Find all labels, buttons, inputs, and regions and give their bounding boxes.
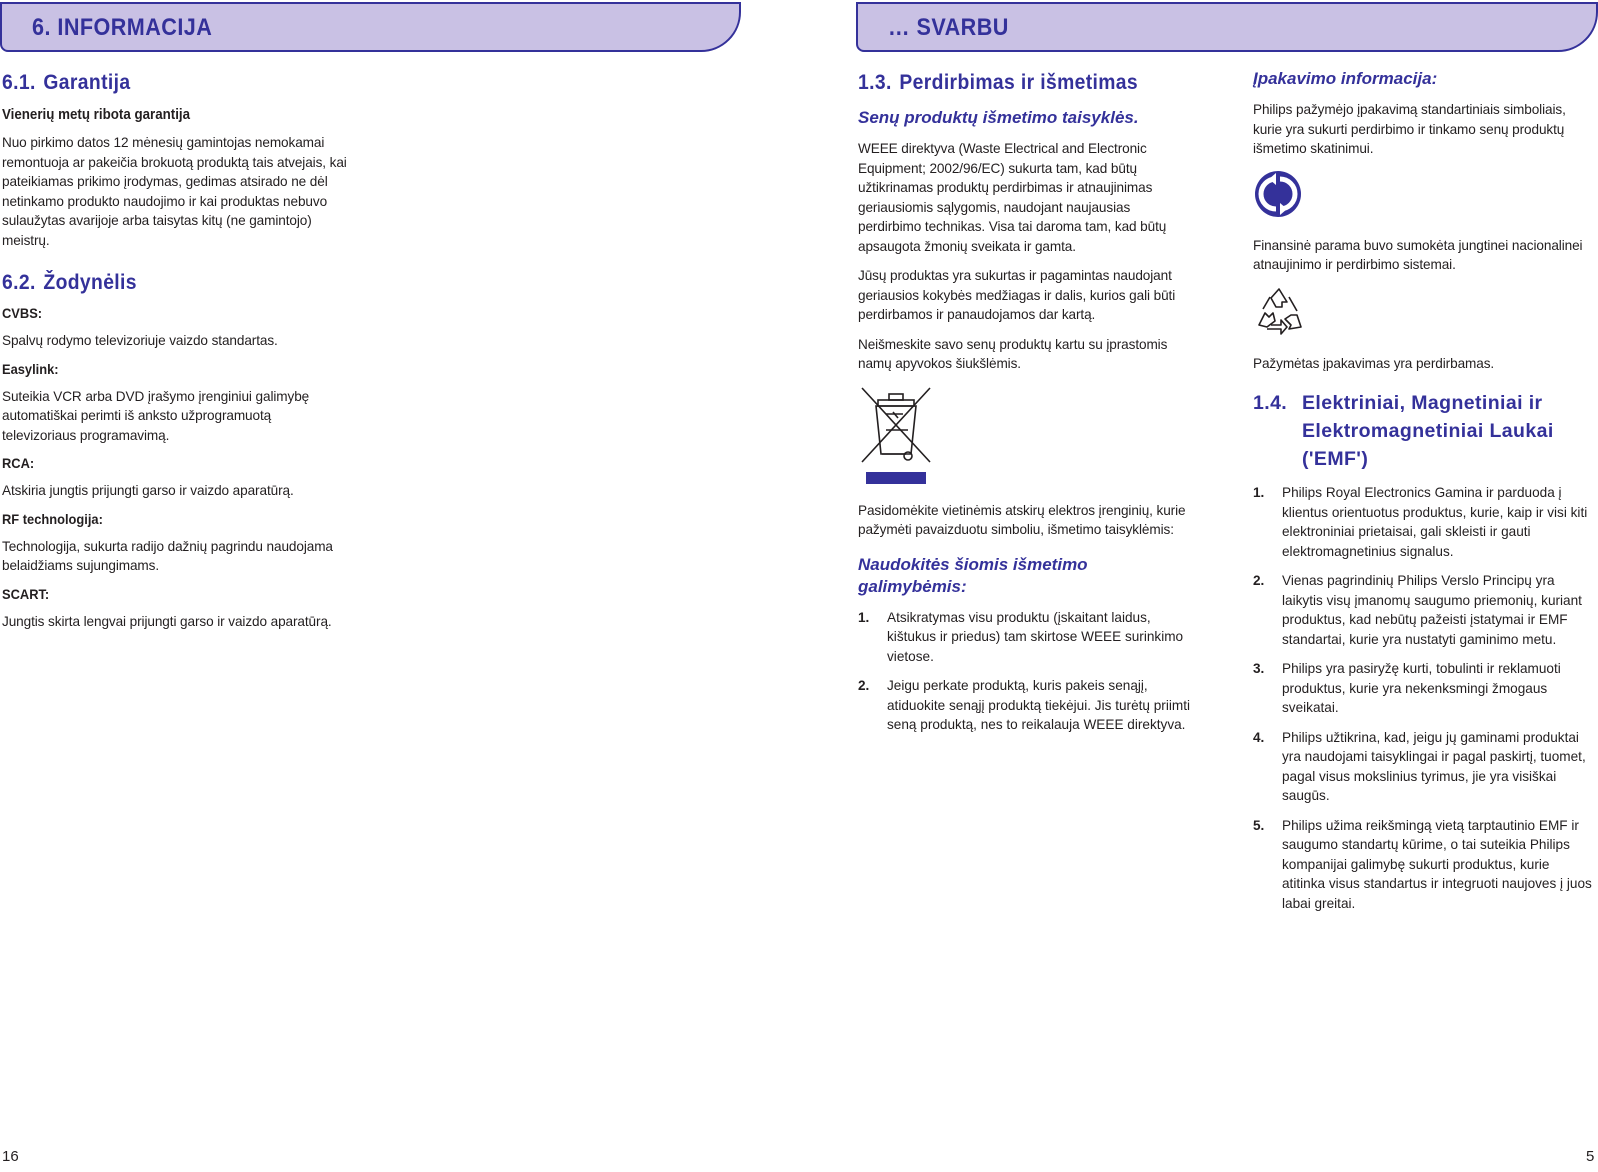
recyclable-text: Pažymėtas įpakavimas yra perdirbamas. [1253, 355, 1495, 371]
section-banner-svarbu [856, 2, 1598, 52]
item-number: 2. [1253, 573, 1265, 588]
warranty-subtitle: Vienerių metų ribota garantija [2, 107, 191, 123]
item-text: Vienas pagrindinių Philips Verslo Principų yra laikytis visų įmanomų saugumo priemonių, kuriant produktus, kad nebūtų pažeisti įstatymai ir EMF standartai, kurie yra nustatyti gaminimo metu. [1282, 573, 1582, 647]
glossary-item [2, 586, 347, 632]
glossary-definition: Atskiria jungtis prijungti garso ir vaizdo aparatūrą. [2, 483, 294, 498]
list-item [1253, 483, 1595, 561]
section-number: 1.4. [1253, 392, 1288, 414]
glossary-term: RCA: [2, 455, 35, 471]
glossary-definition: Suteikia VCR arba DVD įrašymo įrenginiui galimybę automatiškai perimti iš anksto užprogramuotą televizoriaus programavimą. [2, 388, 310, 443]
right-page-column-2 [1253, 62, 1595, 923]
item-number: 4. [1253, 729, 1265, 745]
glossary-definition: Technologija, sukurta radijo dažnių pagrindu naudojama belaidžiams sujungimams. [2, 538, 333, 573]
emf-list [1253, 483, 1595, 913]
options-title: Naudokitės šiomis išmetimo galimybėmis: [858, 554, 1088, 596]
local-rules-text: Pasidomėkite vietinėmis atskirų elektros įrenginių, kurie pažymėti pavaizduotu simboliu, išmetimo taisyklėmis: [858, 502, 1186, 537]
section-number: 1.3. [858, 71, 892, 94]
glossary-item [2, 361, 347, 446]
section-number: 6.2. [2, 271, 36, 294]
section-heading-6-2 [2, 268, 319, 297]
glossary-term: Easylink: [2, 360, 59, 377]
warranty-text: Nuo pirkimo datos 12 mėnesių gamintojas nemokamai remontuoja ar pakeičia brokuotą produktą tais atvejais, kai pateikiamas prikimo įrodymas, gedimas atsirado ne dėl netinkamo produkto naudojimo ir kai produktas nebuvo sulaužytas avarijoje arba taisytas kitų (ne gamintojo) meistrų. [2, 135, 347, 248]
section-title: Perdirbimas ir išmetimas [899, 71, 1139, 94]
banner-title: 6. INFORMACIJA [32, 14, 213, 41]
crossed-out-wheelie-bin-icon [858, 384, 1193, 489]
item-text: Philips yra pasiryžę kurti, tobulinti ir reklamuoti produktus, kurie yra nekenksmingi žmogaus sveikatai. [1282, 661, 1561, 715]
item-number: 1. [1253, 485, 1265, 500]
glossary-definition: Jungtis skirta lengvai prijungti garso ir vaizdo aparatūrą. [2, 613, 332, 629]
weee-text: WEEE direktyva (Waste Electrical and Electronic Equipment; 2002/96/EC) sukurta tam, kad būtų užtikrinamas produktų perdirbimas ir atnaujinimas geriausiomis sąlygomis, naudojant naujausias perdirbimo technikas. Visa tai daroma tam, kad būtų apsaugota žmonių sveikata ir gamta. [858, 141, 1167, 254]
glossary-item [2, 455, 347, 501]
banner-title: … SVARBU [888, 14, 1009, 41]
section-heading-1-4 [1253, 389, 1595, 473]
right-page-column-1 [858, 62, 1193, 745]
glossary-term: SCART: [2, 585, 50, 602]
section-banner-informacija [0, 2, 741, 52]
section-title: Žodynėlis [43, 271, 137, 294]
glossary-list [2, 305, 347, 631]
section-number: 6.1. [2, 71, 36, 94]
packaging-text: Philips pažymėjo įpakavimą standartiniais simboliais, kurie yra sukurti perdirbimo ir tinkamo senų produktų išmetimo skatinimui. [1253, 102, 1566, 156]
item-text: Philips užima reikšmingą vietą tarptautinio EMF ir saugumo standartų kūrime, o tai suteikia Philips kompanijai galimybę sukurti produktus, kurie atitinka visus standartus ir integruoti naujoves į juos labai greitai. [1282, 817, 1592, 911]
glossary-definition: Spalvų rodymo televizoriuje vaizdo standartas. [2, 333, 278, 348]
packaging-title: Įpakavimo informacija: [1253, 69, 1438, 88]
glossary-item [2, 305, 347, 351]
item-number: 1. [858, 609, 870, 625]
page-number-right: 5 [1586, 1148, 1595, 1165]
recycle-icon [1253, 285, 1595, 342]
list-item [1253, 728, 1595, 806]
list-item [1253, 816, 1595, 914]
green-dot-icon [1253, 169, 1595, 224]
item-number: 3. [1253, 661, 1265, 676]
item-text: Jeigu perkate produktą, kuris pakeis senąjį, atiduokite senąjį produktą tiekėjui. Jis turėtų priimti seną produktą, nes to reikalauja WEEE direktyva. [887, 678, 1190, 732]
section-title: Garantija [43, 71, 131, 94]
materials-text: Jūsų produktas yra sukurtas ir pagamintas naudojant geriausios kokybės medžiagas ir dalis, kurios gali būti perdirbamos ir panaudojamos dar kartą. [858, 268, 1176, 322]
item-number: 2. [858, 678, 870, 693]
left-page-column [2, 62, 347, 641]
item-text: Philips Royal Electronics Gamina ir parduoda į klientus orientuotus produktus, kurie, kaip ir visi kiti elektroniniai prietaisai, gali skleisti ir gauti elektromagnetinius signalus. [1282, 485, 1588, 559]
item-number: 5. [1253, 817, 1265, 833]
item-text: Atsikratymas visu produktu (įskaitant laidus, kištukus ir priedus) tam skirtose WEEE surinkimo vietose. [887, 609, 1184, 664]
disposal-options-list [858, 608, 1193, 735]
no-household-text: Neišmeskite savo senų produktų kartu su įprastomis namų apyvokos šiukšlėmis. [858, 336, 1168, 371]
glossary-term: RF technologija: [2, 510, 103, 527]
section-heading-1-3 [858, 68, 1166, 97]
list-item [1253, 659, 1595, 718]
page-number-left: 16 [2, 1148, 19, 1165]
item-text: Philips užtikrina, kad, jeigu jų gaminami produktai yra naudojami taisyklingai ir pagal paskirtį, tuomet, pagal visus mokslinius tyrimus, jie yra visiškai saugūs. [1282, 729, 1586, 803]
list-item [858, 676, 1193, 735]
section-title: Elektriniai, Magnetiniai ir Elektromagnetiniai Laukai ('EMF') [1302, 392, 1554, 470]
disposal-rules-title: Senų produktų išmetimo taisyklės. [858, 108, 1139, 127]
list-item [1253, 571, 1595, 649]
glossary-item [2, 511, 347, 576]
glossary-term: CVBS: [2, 305, 43, 321]
list-item [858, 608, 1193, 667]
section-heading-6-1 [2, 68, 319, 97]
financial-text: Finansinė parama buvo sumokėta jungtinei nacionalinei atnaujinimo ir perdirbimo sistemai. [1253, 237, 1583, 272]
